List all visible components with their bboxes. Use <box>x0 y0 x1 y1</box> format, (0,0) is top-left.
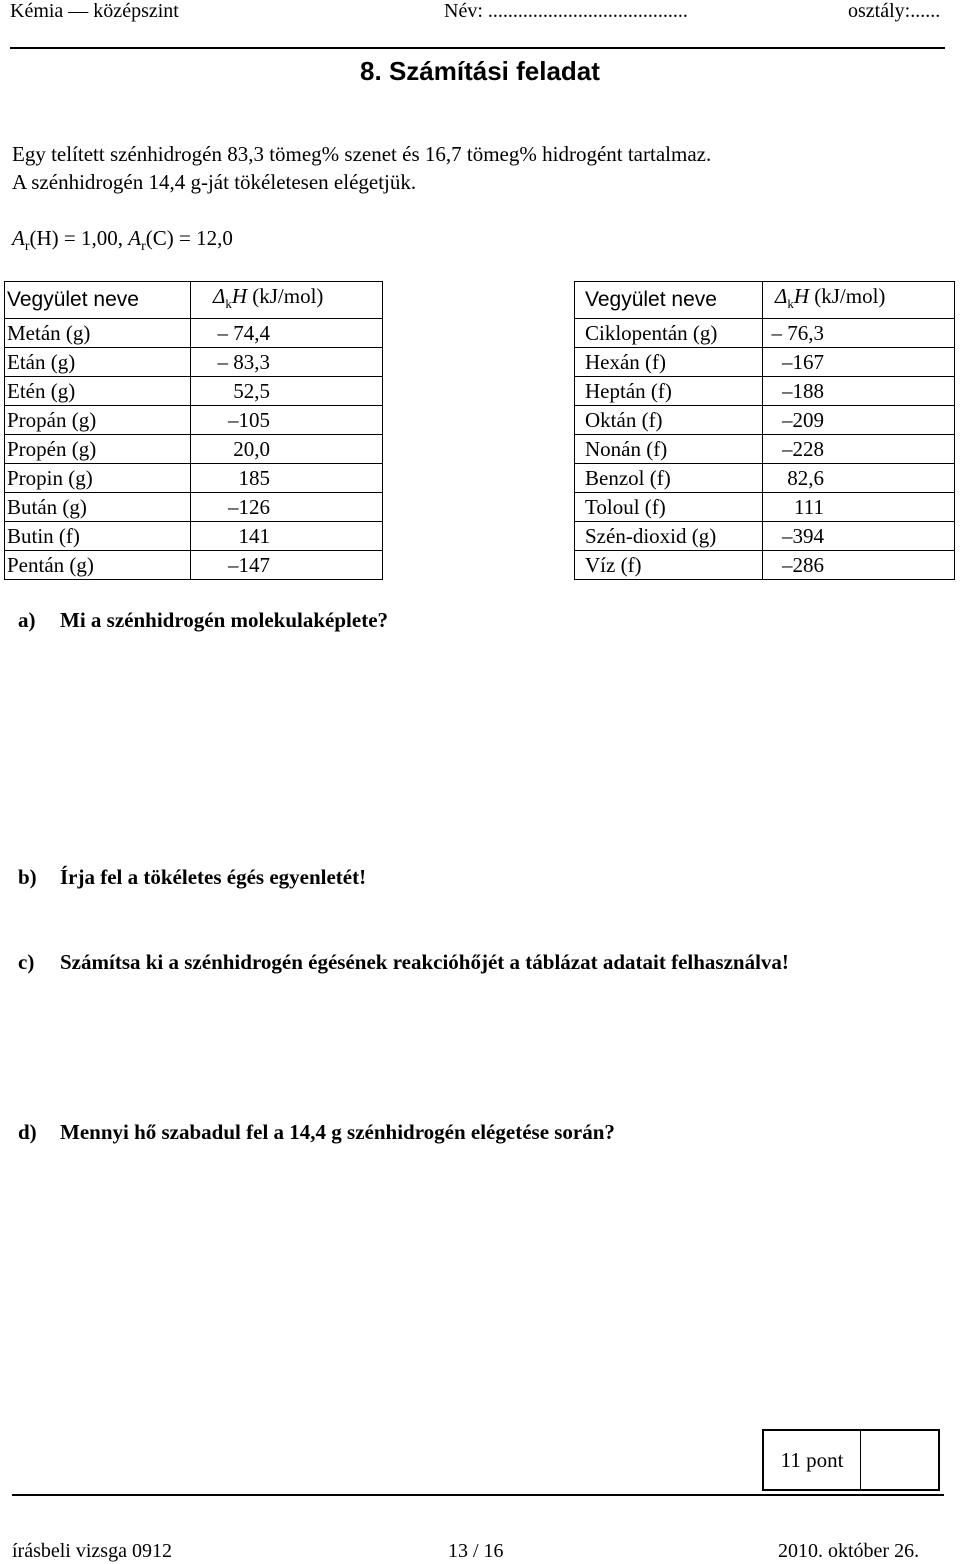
page-header <box>10 0 945 24</box>
enthalpy-cell <box>763 406 955 435</box>
compound-name: Toloul (f) <box>575 493 763 522</box>
enthalpy-cell <box>191 464 383 493</box>
enthalpy-cell <box>763 377 955 406</box>
question-a <box>18 608 388 633</box>
enthalpy-value: 20,0 <box>233 437 270 462</box>
column-header-enthalpy <box>191 282 383 319</box>
table-row <box>5 464 383 493</box>
enthalpy-cell <box>763 464 955 493</box>
compound-name: Propén (g) <box>5 435 191 464</box>
enthalpy-cell <box>763 551 955 580</box>
header-subject: Kémia — középszint <box>10 0 179 22</box>
column-header-compound: Vegyület neve <box>575 282 763 319</box>
enthalpy-value: –167 <box>782 350 824 375</box>
question-text: Mi a szénhidrogén molekulaképlete? <box>60 608 389 632</box>
enthalpy-value: –286 <box>782 553 824 578</box>
enthalpy-value: – 83,3 <box>217 350 270 375</box>
compound-name: Heptán (f) <box>575 377 763 406</box>
enthalpy-value: 185 <box>238 466 270 491</box>
question-d <box>18 1120 615 1145</box>
table-row <box>575 493 955 522</box>
enthalpy-cell <box>191 348 383 377</box>
header-name-field: Név: ........................................ <box>444 0 688 22</box>
enthalpy-value: –126 <box>228 495 270 520</box>
question-label: c) <box>18 950 35 974</box>
k-subscript: k <box>787 296 794 312</box>
enthalpy-value: –394 <box>782 524 824 549</box>
question-b <box>18 865 366 890</box>
table-row <box>5 551 383 580</box>
score-cell[interactable] <box>861 1431 938 1489</box>
question-label: d) <box>18 1120 37 1144</box>
column-header-enthalpy <box>763 282 955 319</box>
atomic-masses <box>12 226 233 255</box>
compound-name: Szén-dioxid (g) <box>575 522 763 551</box>
header-rule <box>10 47 945 49</box>
table-row <box>5 319 383 348</box>
enthalpy-cell <box>763 493 955 522</box>
atomic-mass-h: (H) = 1,00, <box>29 226 123 250</box>
h-symbol: H <box>793 284 809 308</box>
header-class-field: osztály:...... <box>848 0 941 22</box>
enthalpy-cell <box>763 522 955 551</box>
compound-name: Propán (g) <box>5 406 191 435</box>
enthalpy-value: 52,5 <box>233 379 270 404</box>
k-subscript: k <box>225 296 232 312</box>
enthalpy-value: –147 <box>228 553 270 578</box>
delta-symbol: Δ <box>213 284 226 308</box>
compound-name: Etán (g) <box>5 348 191 377</box>
enthalpy-value: 141 <box>238 524 270 549</box>
table-header-row <box>575 282 955 319</box>
compound-name: Etén (g) <box>5 377 191 406</box>
enthalpy-cell <box>191 377 383 406</box>
enthalpy-unit: (kJ/mol) <box>814 284 886 308</box>
footer-rule <box>12 1494 944 1496</box>
compound-name: Metán (g) <box>5 319 191 348</box>
question-c <box>18 950 789 975</box>
atomic-mass-sub-c: r <box>141 239 146 255</box>
intro-line-1: Egy telített szénhidrogén 83,3 tömeg% szenet és 16,7 tömeg% hidrogént tartalmaz. <box>12 142 712 166</box>
table-row <box>575 435 955 464</box>
atomic-mass-c: (C) = 12,0 <box>145 226 233 250</box>
compound-name: Oktán (f) <box>575 406 763 435</box>
question-label: b) <box>18 865 37 889</box>
enthalpy-cell <box>191 493 383 522</box>
intro-line-2: A szénhidrogén 14,4 g-ját tökéletesen elégetjük. <box>12 170 417 194</box>
enthalpy-cell <box>191 551 383 580</box>
table-row <box>5 406 383 435</box>
table-row <box>575 464 955 493</box>
enthalpy-value: –228 <box>782 437 824 462</box>
delta-symbol: Δ <box>775 284 788 308</box>
compound-name: Pentán (g) <box>5 551 191 580</box>
enthalpy-cell <box>763 435 955 464</box>
footer-date: 2010. október 26. <box>778 1540 920 1562</box>
points-box <box>762 1429 940 1491</box>
compound-name: Bután (g) <box>5 493 191 522</box>
compound-name: Nonán (f) <box>575 435 763 464</box>
task-title: 8. Számítási feladat <box>360 56 600 86</box>
compound-name: Víz (f) <box>575 551 763 580</box>
enthalpy-cell <box>191 522 383 551</box>
table-row <box>5 348 383 377</box>
table-row <box>575 348 955 377</box>
compound-name: Butin (f) <box>5 522 191 551</box>
enthalpy-cell <box>191 435 383 464</box>
table-row <box>5 435 383 464</box>
footer-exam: írásbeli vizsga 0912 <box>12 1540 172 1562</box>
h-symbol: H <box>231 284 247 308</box>
table-row <box>575 522 955 551</box>
table-row <box>575 377 955 406</box>
atomic-mass-sub-h: r <box>24 239 30 255</box>
enthalpy-cell <box>763 348 955 377</box>
table-header-row <box>5 282 383 319</box>
enthalpy-cell <box>763 319 955 348</box>
enthalpy-value: – 76,3 <box>771 321 824 346</box>
table-row <box>575 551 955 580</box>
question-text: Mennyi hő szabadul fel a 14,4 g szénhidrogén elégetése során? <box>60 1120 615 1144</box>
atomic-mass-symbol-h: A <box>12 226 25 250</box>
enthalpy-value: –188 <box>782 379 824 404</box>
compound-name: Benzol (f) <box>575 464 763 493</box>
question-text: Számítsa ki a szénhidrogén égésének reakcióhőjét a táblázat adatait felhasználva! <box>60 950 789 974</box>
table-row <box>5 522 383 551</box>
table-row <box>5 493 383 522</box>
enthalpy-value: –105 <box>228 408 270 433</box>
enthalpy-cell <box>191 319 383 348</box>
page-footer <box>12 1540 947 1564</box>
enthalpy-value: – 74,4 <box>217 321 270 346</box>
enthalpy-value: 111 <box>794 495 824 520</box>
enthalpy-cell <box>191 406 383 435</box>
footer-page-number: 13 / 16 <box>448 1540 504 1562</box>
atomic-mass-symbol-c: A <box>128 226 142 250</box>
compound-name: Propin (g) <box>5 464 191 493</box>
enthalpy-table-right <box>574 281 955 580</box>
table-row <box>575 406 955 435</box>
enthalpy-value: 82,6 <box>787 466 824 491</box>
enthalpy-table-left <box>4 281 383 580</box>
points-label: 11 pont <box>764 1431 861 1489</box>
column-header-compound: Vegyület neve <box>5 282 191 319</box>
enthalpy-value: –209 <box>782 408 824 433</box>
compound-name: Ciklopentán (g) <box>575 319 763 348</box>
table-row <box>5 377 383 406</box>
enthalpy-unit: (kJ/mol) <box>252 284 324 308</box>
question-text: Írja fel a tökéletes égés egyenletét! <box>60 865 367 889</box>
compound-name: Hexán (f) <box>575 348 763 377</box>
table-row <box>575 319 955 348</box>
question-label: a) <box>18 608 36 632</box>
